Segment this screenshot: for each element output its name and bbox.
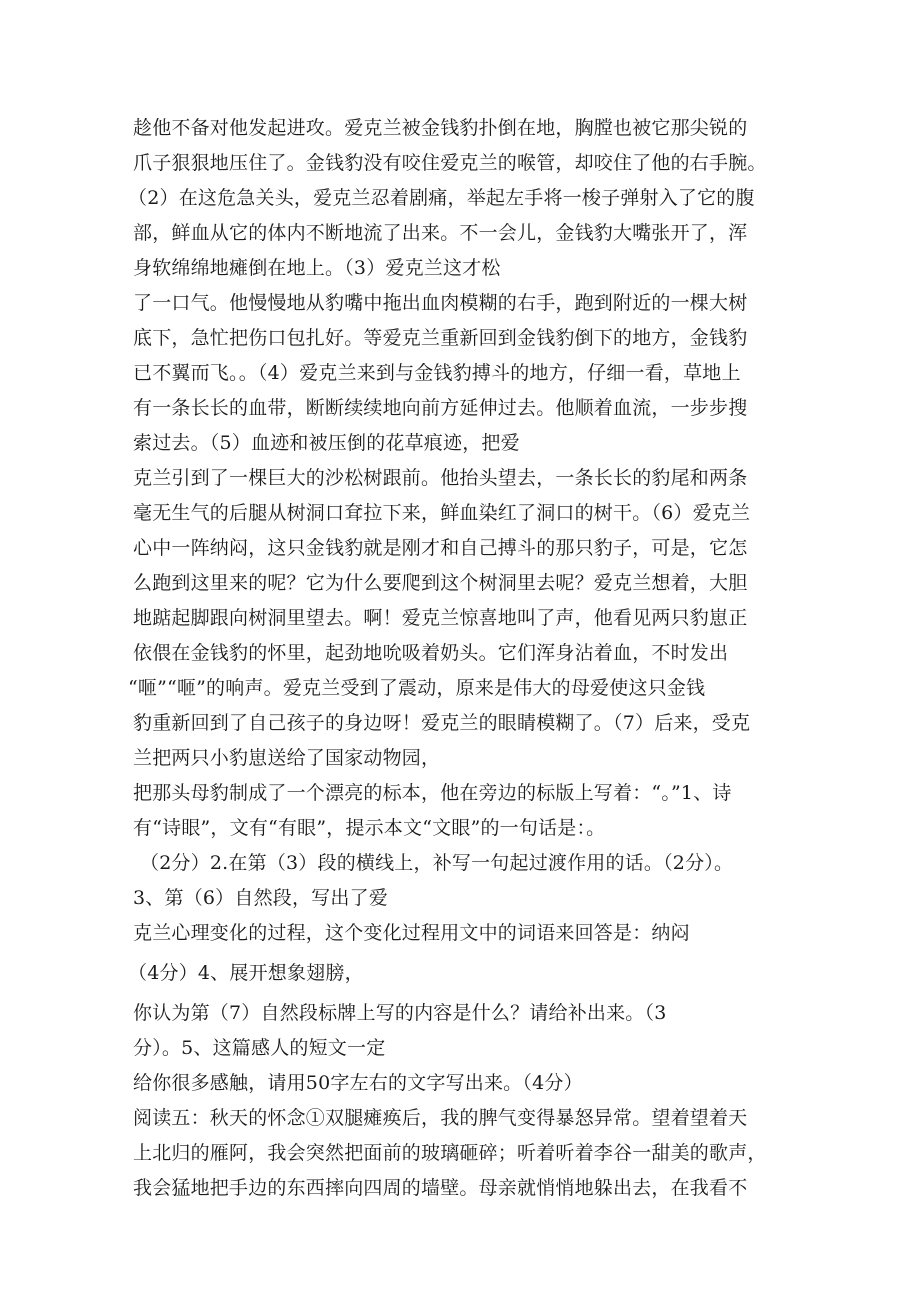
text-line: 趁他不备对他发起进攻。爱克兰被金钱豹扑倒在地，胸膛也被它那尖锐的: [133, 117, 748, 139]
text-line: 身软绵绵地瘫倒在地上。（3）爱克兰这才松: [133, 257, 501, 279]
text-line: 分）。5、这篇感人的短文一定: [133, 1037, 386, 1059]
text-line: 兰把两只小豹崽送给了国家动物园，: [133, 747, 441, 769]
text-line: 依偎在金钱豹的怀里，起劲地吮吸着奶头。它们浑身沾着血，不时发出: [133, 642, 729, 664]
text-line: 克兰引到了一棵巨大的沙松树跟前。他抬头望去，一条长长的豹尾和两条: [133, 467, 748, 489]
text-line: 底下，急忙把伤口包扎好。等爱克兰重新回到金钱豹倒下的地方，金钱豹: [133, 327, 748, 349]
text-line: （2分）2.在第（3）段的横线上，补写一句起过渡作用的话。（2分）。: [140, 852, 734, 874]
text-line: 已不翼而飞。。（4）爱克兰来到与金钱豹搏斗的地方，仔细一看，草地上: [133, 362, 741, 384]
text-line: （4分）4、展开想象翅膀，: [128, 962, 364, 984]
text-line: 心中一阵纳闷，这只金钱豹就是刚才和自己搏斗的那只豹子，可是，它怎: [133, 537, 748, 559]
text-line: 我会猛地把手边的东西摔向四周的墙壁。母亲就悄悄地躲出去，在我看不: [133, 1177, 748, 1199]
text-line: 么跑到这里来的呢？它为什么要爬到这个树洞里去呢？爱克兰想着，大胆: [133, 572, 748, 594]
text-line: 了一口气。他慢慢地从豹嘴中拖出血肉模糊的右手，跑到附近的一棵大树: [133, 292, 748, 314]
text-line: 把那头母豹制成了一个漂亮的标本，他在旁边的标版上写着：“。”1、诗: [133, 782, 732, 804]
text-line: 上北归的雁阿，我会突然把面前的玻璃砸碎；听着听着李谷一甜美的歌声，: [133, 1142, 767, 1164]
text-line: 豹重新回到了自己孩子的身边呀！爱克兰的眼睛模糊了。（7）后来，受克: [133, 712, 751, 734]
text-line: 爪子狠狠地压住了。金钱豹没有咬住爱克兰的喉管，却咬住了他的右手腕。: [133, 152, 767, 174]
text-line: 你认为第（7）自然段标牌上写的内容是什么？请给补出来。（3: [133, 1002, 667, 1024]
text-line: 毫无生气的后腿从树洞口耷拉下来，鲜血染红了洞口的树干。（6）爱克兰: [133, 502, 751, 524]
text-line: 地踮起脚跟向树洞里望去。啊！爱克兰惊喜地叫了声，他看见两只豹崽正: [133, 607, 748, 629]
text-line: 有“诗眼”，文有“有眼”，提示本文“文眼”的一句话是：。: [133, 817, 606, 839]
text-line: 索过去。（5）血迹和被压倒的花草痕迹，把爱: [133, 432, 520, 454]
text-line: “咂”“咂”的响声。爱克兰受到了震动，原来是伟大的母爱使这只金钱: [128, 677, 706, 699]
text-line: 克兰心理变化的过程，这个变化过程用文中的词语来回答是：纳闷: [133, 922, 690, 944]
text-line: 部，鲜血从它的体内不断地流了出来。不一会儿，金钱豹大嘴张开了，浑: [133, 222, 748, 244]
text-line: 给你很多感触，请用50字左右的文字写出来。（4分）: [133, 1072, 583, 1094]
text-line: 阅读五：秋天的怀念①双腿瘫痪后，我的脾气变得暴怒异常。望着望着天: [133, 1107, 748, 1129]
text-line: 有一条长长的血带，断断续续地向前方延伸过去。他顺着血流，一步步搜: [133, 397, 748, 419]
text-line: （2）在这危急关头，爱克兰忍着剧痛，举起左手将一梭子弹射入了它的腹: [128, 187, 755, 209]
text-line: 3、第（6）自然段，写出了爱: [133, 887, 388, 909]
